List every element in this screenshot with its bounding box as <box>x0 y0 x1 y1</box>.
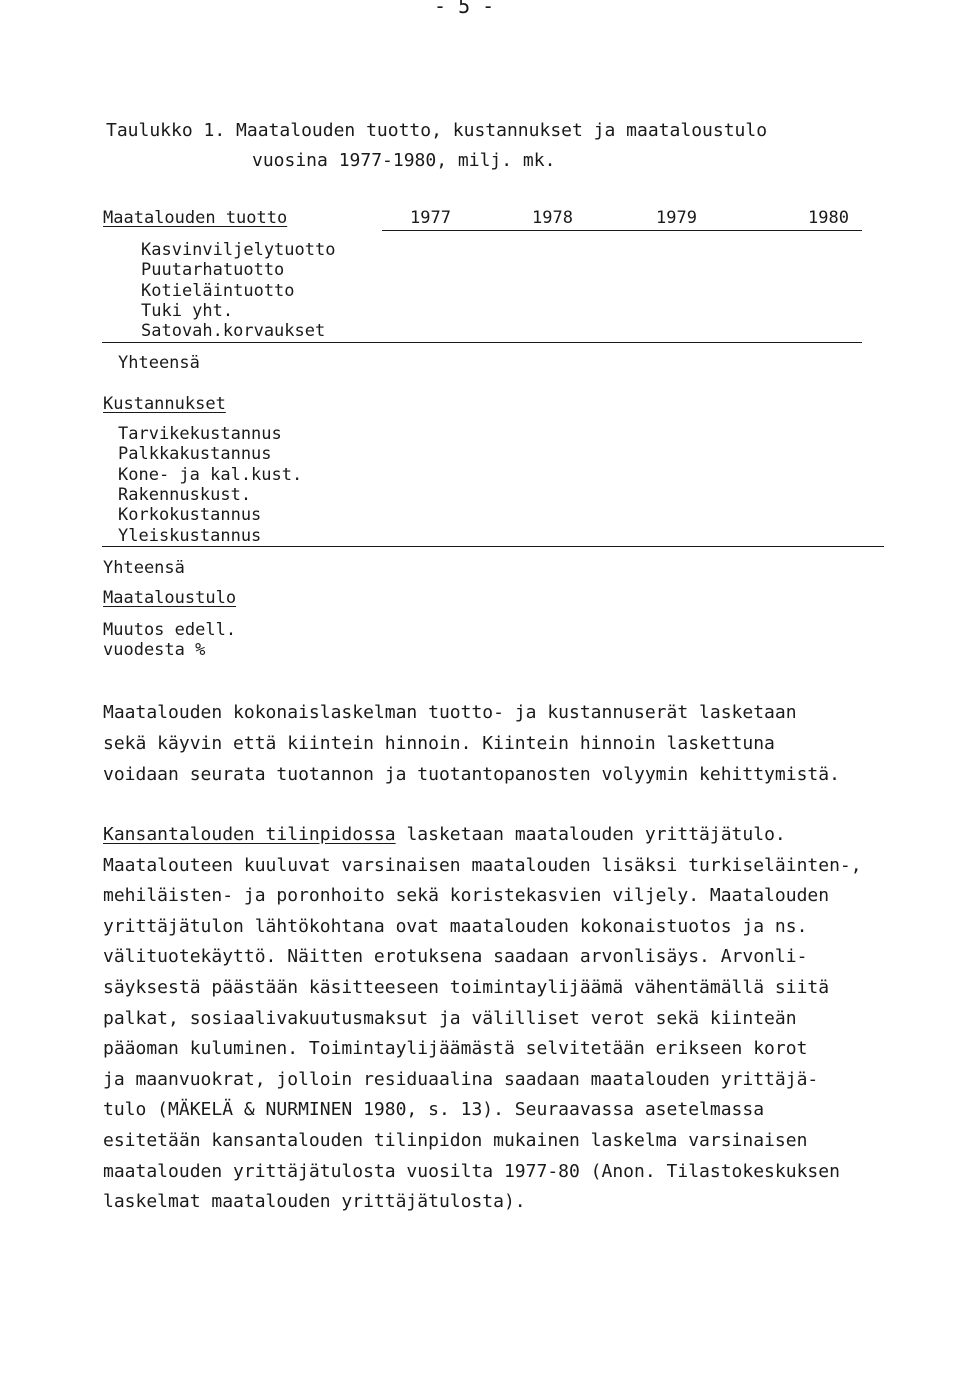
row-label: Tuki yht. <box>141 300 234 321</box>
paragraph-line: yrittäjätulon lähtökohtana ovat maatalouden kokonaistuotos ja ns. <box>103 915 808 937</box>
row-label: Yleiskustannus <box>118 525 262 546</box>
paragraph-line: Maatalouteen kuuluvat varsinaisen maatalouden lisäksi turkiseläinten-, <box>103 854 862 876</box>
header-rule <box>382 230 862 231</box>
paragraph-line: laskelmat maatalouden yrittäjätulosta). <box>103 1191 526 1213</box>
row-label: vuodesta % <box>103 640 206 660</box>
costs-section-heading: Kustannukset <box>103 394 226 414</box>
row-label: Puutarhatuotto <box>141 260 285 281</box>
paragraph-line: maatalouden yrittäjätulosta vuosilta 1977-80 (Anon. Tilastokeskuksen <box>103 1160 840 1182</box>
row-label: Yhteensä <box>103 558 185 578</box>
paragraph-line: sekä käyvin että kiintein hinnoin. Kiintein hinnoin laskettuna <box>103 733 775 754</box>
paragraph-line: esitetään kansantalouden tilinpidon mukainen laskelma varsinaisen <box>103 1130 808 1151</box>
year-header: 1979 <box>656 208 697 228</box>
row-label: Korkokustannus <box>118 505 262 526</box>
row-label: Rakennuskust. <box>118 484 252 505</box>
year-header: 1977 <box>410 208 451 228</box>
year-header: 1980 <box>808 208 849 228</box>
year-header: 1978 <box>532 208 573 228</box>
paragraph-line: välituotekäyttö. Näitten erotuksena saadaan arvonlisäys. Arvonli- <box>103 946 808 968</box>
income-table <box>0 0 960 680</box>
row-label: Kone- ja kal.kust. <box>118 464 303 485</box>
page-number: - 5 - <box>434 0 495 18</box>
paragraph-line: mehiläisten- ja poronhoito sekä koristekasvien viljely. Maatalouden <box>103 885 830 907</box>
row-label: Maataloustulo <box>103 588 237 608</box>
paragraph-line: ja maanvuokrat, jolloin residuaalina saadaan maatalouden yrittäjä- <box>103 1068 819 1090</box>
underlined-term: Kansantalouden tilinpidossa <box>103 824 396 845</box>
paragraph-line: palkat, sosiaalivakuutusmaksut ja välilliset verot sekä kiinteän <box>103 1007 797 1029</box>
paragraph-text: lasketaan maatalouden yrittäjätulo. <box>395 824 786 845</box>
paragraph-fixed-prices <box>103 698 923 820</box>
row-label: Tarvikekustannus <box>118 424 282 444</box>
cost-subtotal-rule <box>102 546 884 547</box>
table-caption-line-2: vuosina 1977-1980, milj. mk. <box>252 150 556 171</box>
paragraph-line <box>103 820 786 851</box>
paragraph-line: voidaan seurata tuotannon ja tuotantopanosten volyymin kehittymistä. <box>103 764 840 785</box>
row-label: Palkkakustannus <box>118 444 272 465</box>
row-label: Kotieläintuotto <box>141 280 295 301</box>
paragraph-line: Maatalouden kokonaislaskelman tuotto- ja kustannuserät lasketaan <box>103 702 797 723</box>
row-label: Yhteensä <box>118 353 200 373</box>
paragraph-line: tulo (MÄKELÄ & NURMINEN 1980, s. 13). Seuraavassa asetelmassa <box>103 1099 765 1121</box>
row-label: Muutos edell. <box>103 620 237 640</box>
paragraph-national-accounts <box>103 820 953 1213</box>
income-section-heading: Maatalouden tuotto <box>103 208 288 228</box>
row-label: Kasvinviljelytuotto <box>141 240 336 260</box>
row-label: Satovah.korvaukset <box>141 321 326 342</box>
paragraph-line: pääoman kuluminen. Toimintaylijäämästä selvitetään erikseen korot <box>103 1038 808 1060</box>
table-caption-line-1: Taulukko 1. Maatalouden tuotto, kustannukset ja maataloustulo <box>106 120 768 141</box>
paragraph-line: säyksestä päästään käsitteeseen toimintaylijäämä vähentämällä siitä <box>103 977 830 998</box>
income-subtotal-rule <box>102 342 862 343</box>
